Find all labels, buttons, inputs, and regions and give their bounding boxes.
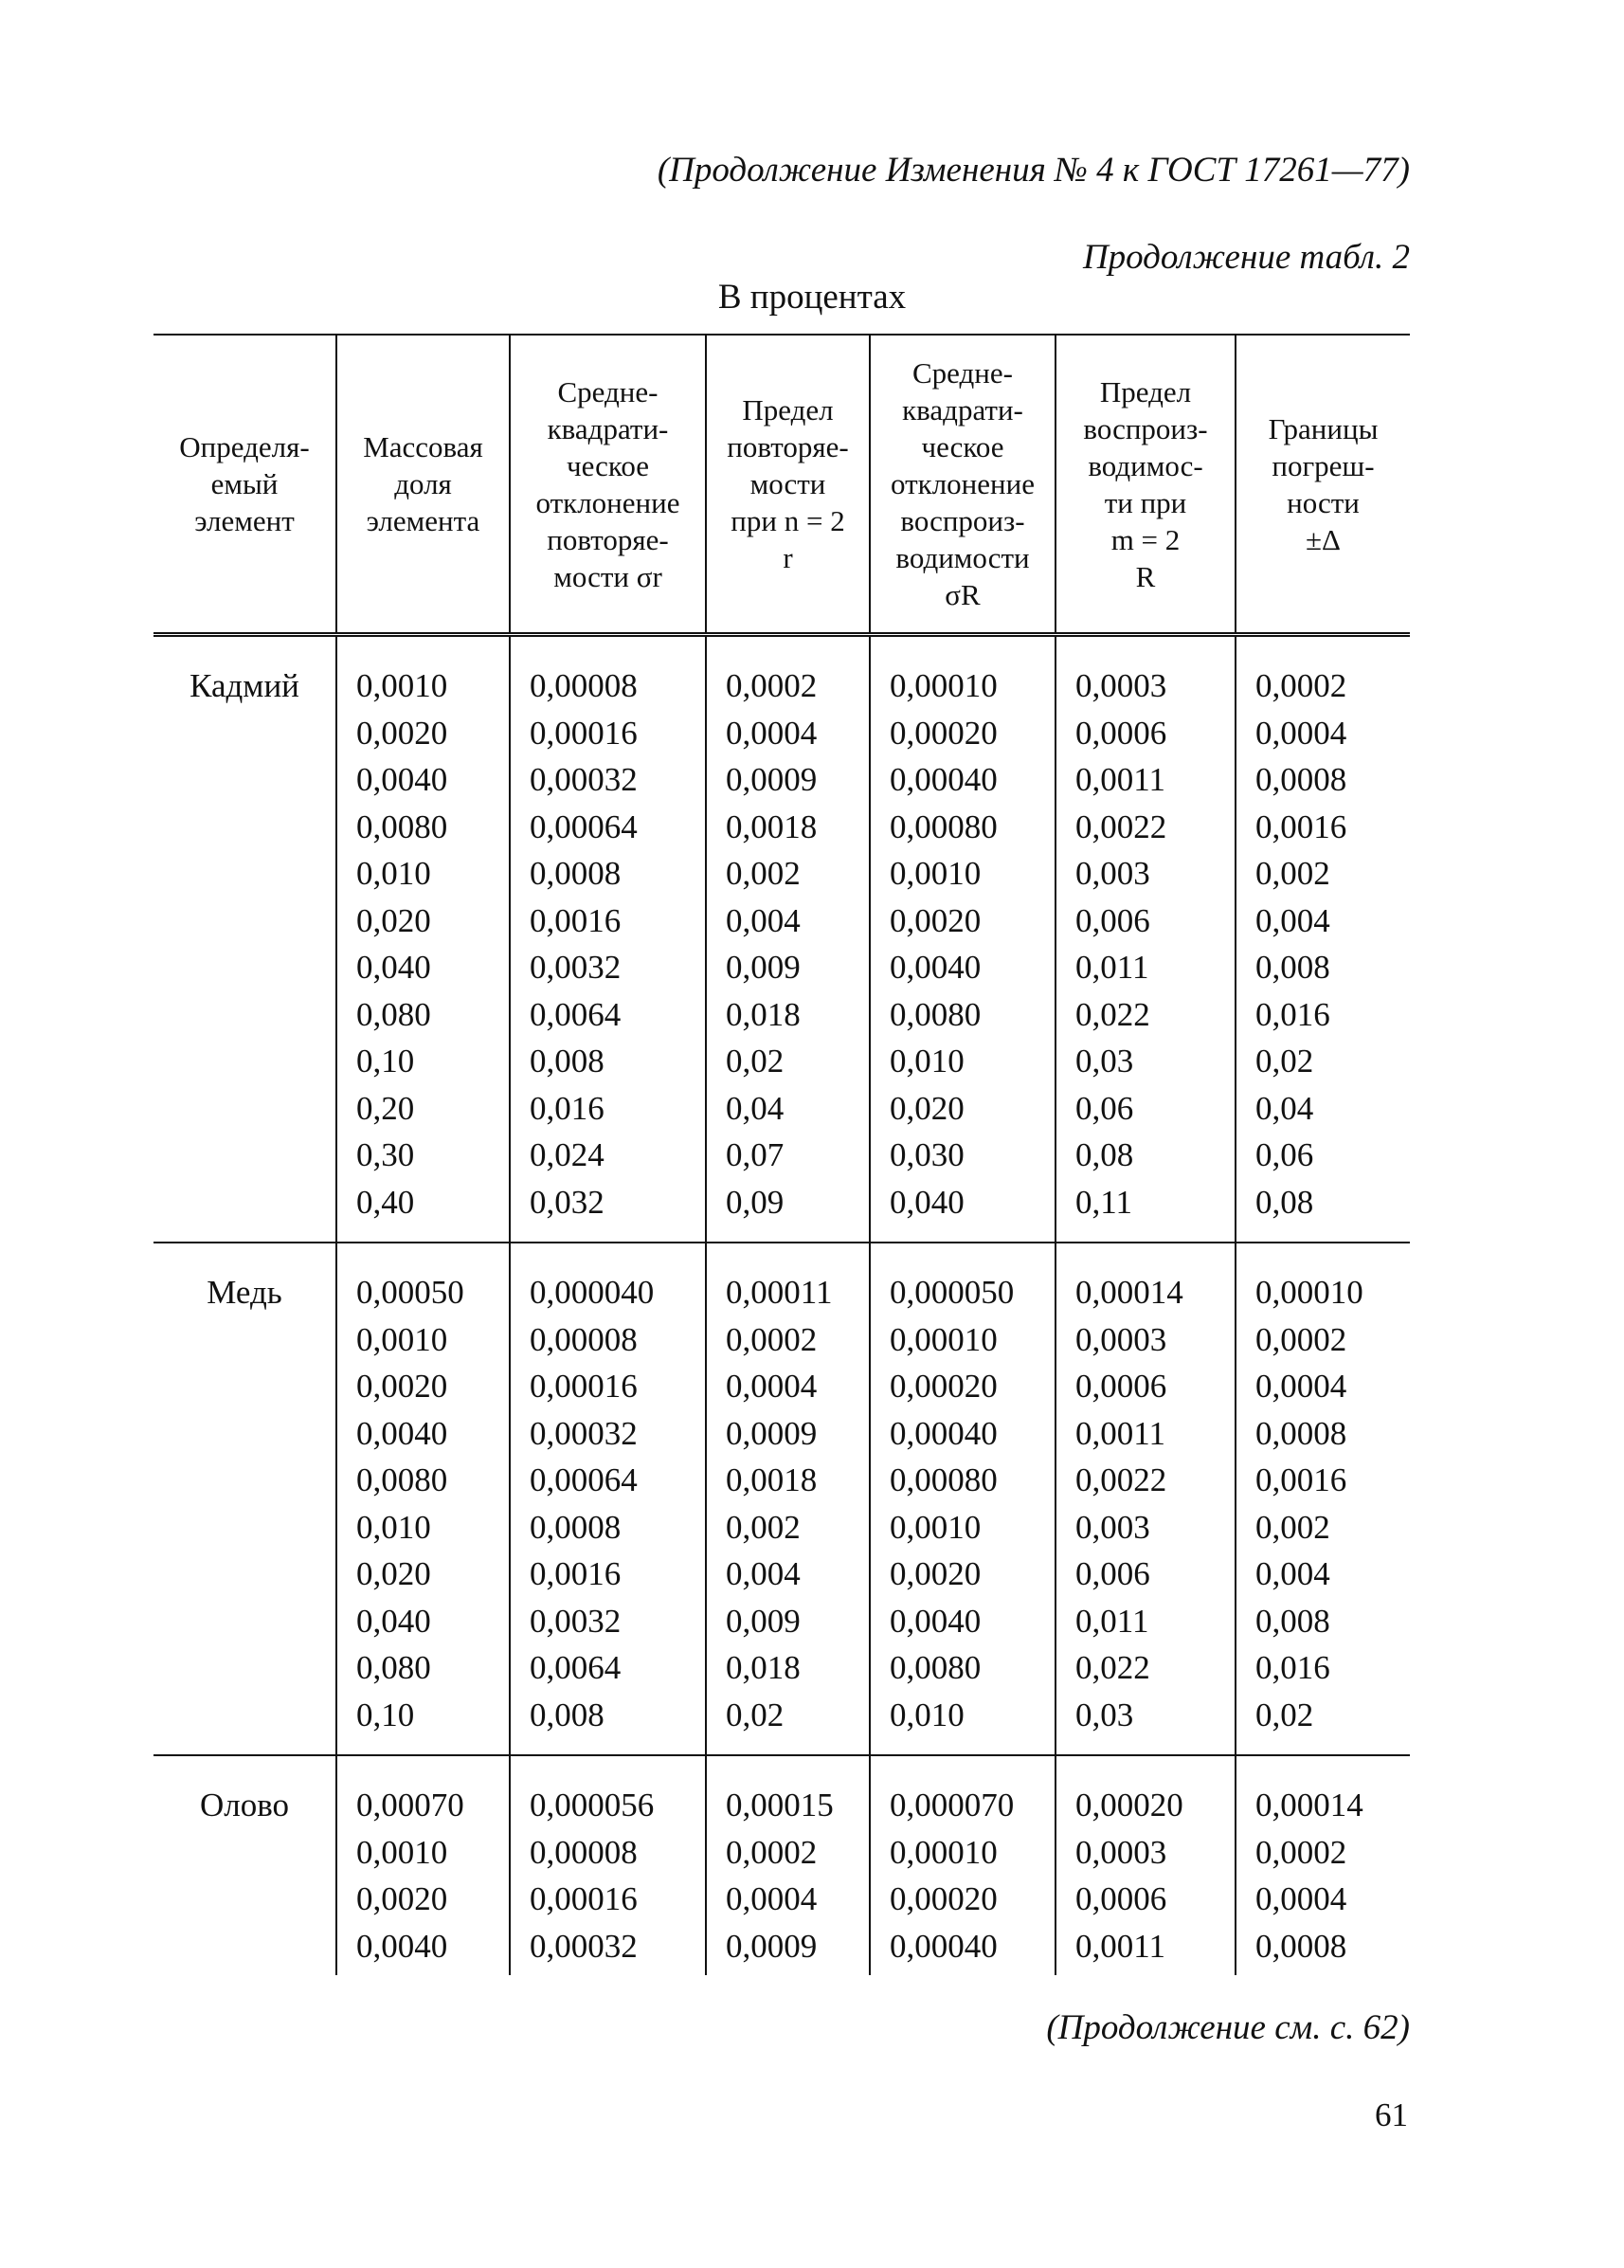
table-cell-value: 0,008 xyxy=(530,1696,604,1733)
table-cell-value: 0,00008 xyxy=(530,1320,638,1358)
page-number: 61 xyxy=(1375,2096,1408,2133)
table-cell-value: 0,030 xyxy=(890,1136,965,1173)
table-cell-value: 0,08 xyxy=(1255,1183,1314,1221)
table-cell-value: 0,022 xyxy=(1075,995,1150,1033)
table-cell-value: 0,0002 xyxy=(726,667,818,704)
table-cell-value: 0,002 xyxy=(1255,1508,1330,1546)
table-cell-value: 0,0020 xyxy=(356,714,448,752)
table-cell-value: 0,10 xyxy=(356,1696,415,1733)
value-column-error-bounds xyxy=(1236,1243,1410,1755)
table-cell-value: 0,002 xyxy=(1255,855,1330,892)
table-cell-value: 0,009 xyxy=(726,1602,801,1640)
table-cell-value: 0,00040 xyxy=(890,1927,998,1965)
table-continuation-label: Продолжение табл. 2 xyxy=(1082,238,1410,277)
element-name: Олово xyxy=(153,1755,336,1975)
table-cell-value: 0,06 xyxy=(1255,1136,1314,1173)
table-cell-value: 0,00032 xyxy=(530,761,638,798)
table-cell-value: 0,00020 xyxy=(890,714,998,752)
table-cell-value: 0,0064 xyxy=(530,995,622,1033)
table-cell-value: 0,02 xyxy=(1255,1696,1314,1733)
table-cell-value: 0,08 xyxy=(1075,1136,1134,1173)
table-cell-value: 0,018 xyxy=(726,1649,801,1686)
column-header-line: повторяе- xyxy=(547,522,669,556)
column-header-line: ности xyxy=(1287,485,1360,519)
column-header-line: воспроиз- xyxy=(1083,411,1208,445)
table-cell-value: 0,0010 xyxy=(356,1320,448,1358)
table-cell-value: 0,00064 xyxy=(530,1461,638,1498)
table-cell-value: 0,024 xyxy=(530,1136,604,1173)
table-cell-value: 0,010 xyxy=(890,1696,965,1733)
column-header-reproducibility-limit xyxy=(1056,335,1236,635)
table-body xyxy=(153,635,1410,1976)
column-header-line: ти при xyxy=(1104,485,1187,519)
table-cell-value: 0,040 xyxy=(890,1183,965,1221)
table-cell-value: 0,00015 xyxy=(726,1787,834,1823)
table-cell-value: 0,006 xyxy=(1075,1555,1150,1592)
table-cell-value: 0,00014 xyxy=(1075,1274,1183,1311)
table-cell-value: 0,010 xyxy=(356,1508,431,1546)
column-header-line: ±Δ xyxy=(1306,522,1341,556)
table-cell-value: 0,004 xyxy=(1255,1555,1330,1592)
value-column-error-bounds xyxy=(1236,1755,1410,1975)
gost-data-table xyxy=(153,334,1410,1975)
table-cell-value: 0,00040 xyxy=(890,1414,998,1452)
table-cell-value: 0,0020 xyxy=(356,1368,448,1405)
column-header-line: Средне- xyxy=(557,374,659,408)
column-header-line: мости σr xyxy=(553,559,662,593)
table-cell-value: 0,09 xyxy=(726,1183,785,1221)
table-cell-value: 0,0010 xyxy=(356,1833,448,1871)
table-cell-value: 0,0009 xyxy=(726,761,818,798)
table-cell-value: 0,00016 xyxy=(530,1880,638,1917)
table-cell-value: 0,0006 xyxy=(1075,714,1167,752)
table-cell-value: 0,0002 xyxy=(1255,1320,1347,1358)
value-column-repeatability-limit xyxy=(706,1755,870,1975)
table-cell-value: 0,0010 xyxy=(356,667,448,704)
table-cell-value: 0,0022 xyxy=(1075,807,1167,845)
table-cell-value: 0,10 xyxy=(356,1043,415,1080)
table-cell-value: 0,0016 xyxy=(1255,807,1347,845)
table-cell-value: 0,0080 xyxy=(890,995,982,1033)
table-cell-value: 0,00010 xyxy=(890,667,998,704)
table-cell-value: 0,000040 xyxy=(530,1274,655,1311)
table-cell-value: 0,00080 xyxy=(890,807,998,845)
table-cell-value: 0,032 xyxy=(530,1183,604,1221)
table-cell-value: 0,016 xyxy=(1255,1649,1330,1686)
table-cell-value: 0,00020 xyxy=(890,1880,998,1917)
table-cell-value: 0,0008 xyxy=(530,855,622,892)
column-header-line: Массовая xyxy=(363,430,483,463)
table-cell-value: 0,0011 xyxy=(1075,761,1165,798)
column-header-repeatability-limit xyxy=(706,335,870,635)
table-cell-value: 0,0040 xyxy=(890,949,982,986)
table-cell-value: 0,00010 xyxy=(890,1833,998,1871)
table-cell-value: 0,0040 xyxy=(356,1927,448,1965)
table-cell-value: 0,0040 xyxy=(356,1414,448,1452)
table-cell-value: 0,00080 xyxy=(890,1461,998,1498)
element-name: Кадмий xyxy=(189,667,299,704)
column-header-line: m = 2 xyxy=(1110,522,1181,556)
value-column-reproducibility-sd xyxy=(870,1755,1056,1975)
table-cell-value: 0,00070 xyxy=(356,1787,464,1823)
table-cell-value: 0,11 xyxy=(1075,1183,1132,1221)
table-cell-value: 0,0016 xyxy=(1255,1461,1347,1498)
table-cell-value: 0,0006 xyxy=(1075,1880,1167,1917)
table-cell-value: 0,00008 xyxy=(530,667,638,704)
column-header-line: Определя- xyxy=(179,430,310,463)
value-column-repeatability-limit xyxy=(706,635,870,1243)
table-cell-value: 0,018 xyxy=(726,995,801,1033)
table-cell-value: 0,06 xyxy=(1075,1089,1134,1127)
table-cell-value: 0,0032 xyxy=(530,949,622,986)
value-column-repeatability-sd xyxy=(510,1243,706,1755)
table-cell-value: 0,00040 xyxy=(890,761,998,798)
column-header-line: Средне- xyxy=(912,356,1013,390)
column-header-line: повторяе- xyxy=(727,430,849,463)
value-column-reproducibility-sd xyxy=(870,635,1056,1243)
table-cell-value: 0,000056 xyxy=(530,1787,655,1823)
column-header-line: отклонение xyxy=(891,467,1035,500)
table-cell-value: 0,0040 xyxy=(890,1602,982,1640)
table-cell-value: 0,020 xyxy=(890,1089,965,1127)
column-header-line: квадрати- xyxy=(902,393,1023,426)
running-header: (Продолжение Изменения № 4 к ГОСТ 17261—77) xyxy=(657,151,1410,190)
table-cell-value: 0,0006 xyxy=(1075,1368,1167,1405)
value-column-mass-fraction xyxy=(336,1243,510,1755)
table-cell-value: 0,020 xyxy=(356,901,431,939)
table-cell-value: 0,010 xyxy=(890,1043,965,1080)
table-cell-value: 0,03 xyxy=(1075,1696,1134,1733)
table-cell-value: 0,0004 xyxy=(1255,714,1347,752)
continued-note: (Продолжение см. с. 62) xyxy=(1046,2008,1410,2047)
table-cell-value: 0,40 xyxy=(356,1183,415,1221)
table-cell-value: 0,008 xyxy=(530,1043,604,1080)
column-header-line: ческое xyxy=(566,448,649,482)
table-cell-value: 0,0020 xyxy=(356,1880,448,1917)
table-cell-value: 0,02 xyxy=(726,1696,785,1733)
table-cell-value: 0,0064 xyxy=(530,1649,622,1686)
column-header-reproducibility-sd xyxy=(870,335,1056,635)
table-cell-value: 0,00008 xyxy=(530,1833,638,1871)
table-cell-value: 0,0010 xyxy=(890,1508,982,1546)
table-cell-value: 0,006 xyxy=(1075,901,1150,939)
value-column-reproducibility-limit xyxy=(1056,635,1236,1243)
table-cell-value: 0,00020 xyxy=(890,1368,998,1405)
column-header-line: R xyxy=(1135,559,1156,593)
table-cell-value: 0,008 xyxy=(1255,949,1330,986)
table-header xyxy=(153,335,1410,635)
table-cell-value: 0,0011 xyxy=(1075,1414,1165,1452)
table-cell-value: 0,0009 xyxy=(726,1414,818,1452)
column-header-line: водимос- xyxy=(1088,448,1203,482)
table-cell-value: 0,02 xyxy=(726,1043,785,1080)
table-cell-value: 0,011 xyxy=(1075,1602,1149,1640)
table-cell-value: 0,000050 xyxy=(890,1274,1015,1311)
table-cell-value: 0,0018 xyxy=(726,1461,818,1498)
column-header-line: при n = 2 xyxy=(731,504,845,537)
table-cell-value: 0,0003 xyxy=(1075,1833,1167,1871)
table-cell-value: 0,002 xyxy=(726,855,801,892)
table-cell-value: 0,0003 xyxy=(1075,1320,1167,1358)
table-cell-value: 0,0004 xyxy=(1255,1368,1347,1405)
table-cell-value: 0,020 xyxy=(356,1555,431,1592)
table-cell-value: 0,00016 xyxy=(530,1368,638,1405)
table-cell-value: 0,0020 xyxy=(890,1555,982,1592)
table-cell-value: 0,00010 xyxy=(890,1320,998,1358)
element-group-row xyxy=(153,1243,1410,1755)
table-cell-value: 0,04 xyxy=(726,1089,785,1127)
header-row xyxy=(153,335,1410,635)
column-header-line: элемента xyxy=(366,504,480,537)
table-cell-value: 0,003 xyxy=(1075,855,1150,892)
column-header-line: ческое xyxy=(921,430,1004,463)
value-column-repeatability-sd xyxy=(510,635,706,1243)
table-cell-value: 0,00064 xyxy=(530,807,638,845)
table-cell-value: 0,040 xyxy=(356,949,431,986)
element-group-row xyxy=(153,635,1410,1243)
table-cell-value: 0,00032 xyxy=(530,1414,638,1452)
table-cell-value: 0,016 xyxy=(530,1089,604,1127)
table-cell-value: 0,011 xyxy=(1075,949,1149,986)
value-column-error-bounds xyxy=(1236,635,1410,1243)
table-cell-value: 0,0010 xyxy=(890,855,982,892)
table-cell-value: 0,00050 xyxy=(356,1274,464,1311)
value-column-mass-fraction xyxy=(336,635,510,1243)
element-name: Медь xyxy=(153,1243,336,1755)
column-header-line: емый xyxy=(210,467,279,500)
table-cell-value: 0,0003 xyxy=(1075,667,1167,704)
table-cell-value: 0,20 xyxy=(356,1089,415,1127)
table-cell-value: 0,00011 xyxy=(726,1274,833,1311)
table-cell-value: 0,00016 xyxy=(530,714,638,752)
table-cell-value: 0,0002 xyxy=(726,1833,818,1871)
table-cell-value: 0,04 xyxy=(1255,1089,1314,1127)
table-cell-value: 0,03 xyxy=(1075,1043,1134,1080)
column-header-line: воспроиз- xyxy=(900,504,1025,537)
column-header-line: σR xyxy=(945,578,981,611)
table-cell-value: 0,00032 xyxy=(530,1927,638,1965)
table-cell-value: 0,0008 xyxy=(1255,1927,1347,1965)
table-cell-value: 0,022 xyxy=(1075,1649,1150,1686)
table-cell-value: 0,0011 xyxy=(1075,1927,1165,1965)
table-cell-value: 0,0016 xyxy=(530,1555,622,1592)
table-cell-value: 0,0004 xyxy=(726,1880,818,1917)
table-cell-value: 0,00010 xyxy=(1255,1274,1363,1311)
table-cell-value: 0,0020 xyxy=(890,901,982,939)
table-cell-value: 0,0080 xyxy=(890,1649,982,1686)
column-header-line: r xyxy=(783,541,793,574)
table-cell-value: 0,0002 xyxy=(1255,667,1347,704)
table-cell-value: 0,0080 xyxy=(356,807,448,845)
column-header-line: отклонение xyxy=(535,485,680,519)
table-cell-value: 0,0032 xyxy=(530,1602,622,1640)
table-cell-value: 0,080 xyxy=(356,1649,431,1686)
value-column-reproducibility-limit xyxy=(1056,1755,1236,1975)
table-cell-value: 0,002 xyxy=(726,1508,801,1546)
table-cell-value: 0,00014 xyxy=(1255,1787,1363,1823)
table-cell-value: 0,004 xyxy=(1255,901,1330,939)
table-cell-value: 0,0022 xyxy=(1075,1461,1167,1498)
table-cell-value: 0,0004 xyxy=(1255,1880,1347,1917)
column-header-repeatability-sd xyxy=(510,335,706,635)
column-header-line: элемент xyxy=(194,504,295,537)
table-cell-value: 0,30 xyxy=(356,1136,415,1173)
column-header-line: погреш- xyxy=(1272,448,1375,482)
table-cell-value: 0,080 xyxy=(356,995,431,1033)
table-cell-value: 0,00020 xyxy=(1075,1787,1183,1823)
table-cell-value: 0,07 xyxy=(726,1136,785,1173)
table-cell-value: 0,0004 xyxy=(726,714,818,752)
table-cell-value: 0,003 xyxy=(1075,1508,1150,1546)
value-column-mass-fraction xyxy=(336,1755,510,1975)
table-cell-value: 0,0004 xyxy=(726,1368,818,1405)
column-header-line: мости xyxy=(749,467,826,500)
column-header-mass-fraction xyxy=(336,335,510,635)
table-cell-value: 0,040 xyxy=(356,1602,431,1640)
table-cell-value: 0,016 xyxy=(1255,995,1330,1033)
column-header-line: Предел xyxy=(1099,374,1192,408)
table-cell-value: 0,0009 xyxy=(726,1927,818,1965)
table-cell-value: 0,010 xyxy=(356,855,431,892)
column-header-element xyxy=(153,335,336,635)
table-cell-value: 0,02 xyxy=(1255,1043,1314,1080)
table-cell-value: 0,000070 xyxy=(890,1787,1015,1823)
table-cell-value: 0,008 xyxy=(1255,1602,1330,1640)
column-header-line: квадрати- xyxy=(547,411,669,445)
table-cell-value: 0,0008 xyxy=(1255,1414,1347,1452)
table-cell-value: 0,004 xyxy=(726,1555,801,1592)
table-cell-value: 0,0002 xyxy=(726,1320,818,1358)
value-column-reproducibility-sd xyxy=(870,1243,1056,1755)
column-header-line: доля xyxy=(394,467,452,500)
column-header-line: Предел xyxy=(742,393,834,426)
table-cell-value: 0,0002 xyxy=(1255,1833,1347,1871)
value-column-reproducibility-limit xyxy=(1056,1243,1236,1755)
table-cell-value: 0,0008 xyxy=(1255,761,1347,798)
value-column-repeatability-limit xyxy=(706,1243,870,1755)
table-cell-value: 0,0016 xyxy=(530,901,622,939)
table-cell-value: 0,0040 xyxy=(356,761,448,798)
column-header-line: Границы xyxy=(1268,411,1379,445)
table-cell-value: 0,0080 xyxy=(356,1461,448,1498)
column-header-error-bounds xyxy=(1236,335,1410,635)
column-header-line: водимости xyxy=(895,541,1030,574)
table-cell-value: 0,0008 xyxy=(530,1508,622,1546)
table-cell-value: 0,0018 xyxy=(726,807,818,845)
table-cell-value: 0,004 xyxy=(726,901,801,939)
table-cell-value: 0,009 xyxy=(726,949,801,986)
value-column-repeatability-sd xyxy=(510,1755,706,1975)
units-label: В процентах xyxy=(717,278,907,317)
element-group-row xyxy=(153,1755,1410,1975)
